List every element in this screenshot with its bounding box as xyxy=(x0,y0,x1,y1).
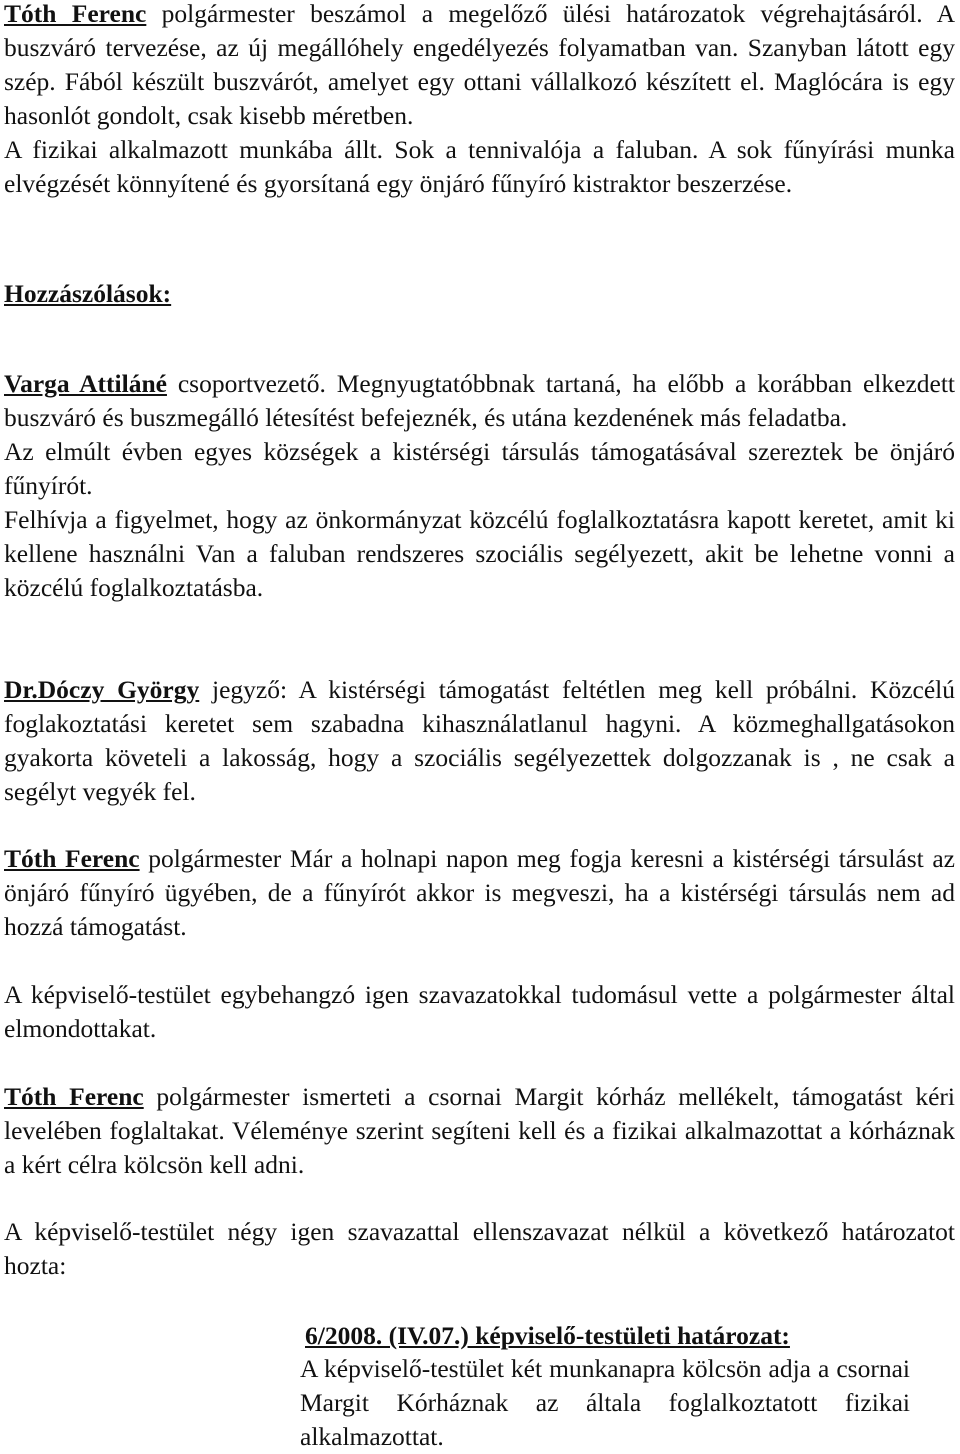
resolution-body: A képviselő-testület két munkanapra kölcsön adja a csornai Margit Kórháznak az általa foglalkoztatott fizikai alkalmazottat. xyxy=(300,1354,910,1451)
paragraph-text: jegyző: A kistérségi támogatást feltétlen meg kell próbálni. Közcélú foglakoztatási keretet sem szabadna kihasználatlanul hagyni. A közmeghallgatásokon gyakorta követeli a lakosság, hogy a szociális segélyezettek dolgozzanak is , ne csak a segélyt vegyék fel. xyxy=(4,675,956,806)
speaker-name: Tóth Ferenc xyxy=(4,0,147,28)
section-heading: Hozzászólások: xyxy=(4,279,172,308)
paragraph-text: csoportvezető. Megnyugtatóbbnak tartaná, ha előbb a korábban elkezdett buszváró és buszmegálló létesítést befejeznék, és utána kezdenének más feladatba. xyxy=(4,369,956,432)
paragraph-text: A fizikai alkalmazott munkába állt. Sok a tennivalója a faluban. A sok fűnyírási munka elvégzését könnyítené és gyorsítaná egy önjáró fűnyíró kistraktor beszerzése. xyxy=(4,135,955,198)
paragraph-text: Az elmúlt évben egyes községek a kistérségi társulás támogatásával szereztek be önjáró fűnyírót. xyxy=(4,437,955,500)
speaker-name: Tóth Ferenc xyxy=(4,1082,144,1111)
paragraph-text: polgármester Már a holnapi napon meg fogja keresni a kistérségi társulást az önjáró fűnyíró ügyében, de a fűnyírót akkor is megveszi, ha a kistérségi társulás nem ad hozzá támogatást. xyxy=(4,844,955,941)
vote-paragraph xyxy=(4,1215,955,1283)
paragraph-text: polgármester beszámol a megelőző ülési határozatok végrehajtásáról. A buszváró tervezése, az új megállóhely engedélyezés folyamatban van. Szanyban látott egy szép. Fából készült buszvárót, amelyet egy ottani vállalkozó készített el. Maglócára is egy hasonlót gondolt, csak kisebb méretben. xyxy=(4,0,955,130)
comment-paragraph-varga xyxy=(4,367,955,605)
council-acknowledgement-paragraph xyxy=(4,978,955,1046)
mayor-report-paragraph xyxy=(4,0,955,201)
paragraph-text: Felhívja a figyelmet, hogy az önkormányzat közcélú foglalkoztatásra kapott keretet, amit ki kellene használni Van a faluban rendszeres szociális segélyezett, akit be lehetne vonni a közcélú foglalkoztatásba. xyxy=(4,505,955,602)
speaker-name: Tóth Ferenc xyxy=(4,844,140,873)
paragraph-text: A képviselő-testület négy igen szavazattal ellenszavazat nélkül a következő határozatot hozta: xyxy=(4,1217,955,1280)
speaker-name: Dr.Dóczy György xyxy=(4,675,200,704)
speaker-name: Varga Attiláné xyxy=(4,369,167,398)
paragraph-text: polgármester ismerteti a csornai Margit kórház mellékelt, támogatást kéri levelében foglaltakat. Véleménye szerint segíteni kell és a fizikai alkalmazottat a kórháznak a kért célra kölcsön kell adni. xyxy=(4,1082,955,1179)
paragraph-text: A képviselő-testület egybehangzó igen szavazatokkal tudomásul vette a polgármester által elmondottakat. xyxy=(4,980,955,1043)
mayor-response-paragraph xyxy=(4,842,955,944)
comment-paragraph-doczy xyxy=(4,673,955,809)
resolution-title: 6/2008. (IV.07.) képviselő-testületi határozat: xyxy=(305,1321,790,1350)
hospital-request-paragraph xyxy=(4,1080,955,1182)
